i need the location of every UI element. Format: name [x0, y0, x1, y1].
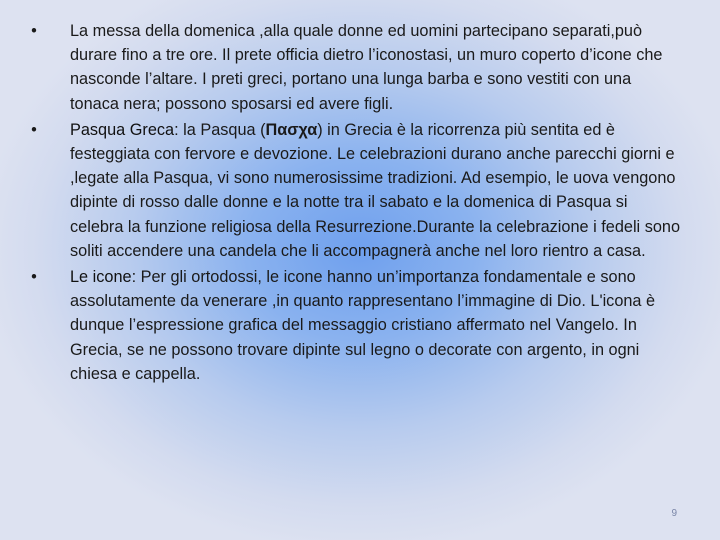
- bullet-marker: •: [31, 268, 37, 287]
- bullet-marker: •: [31, 120, 37, 139]
- bullet-term: Pasqua Greca: [70, 120, 175, 139]
- bullet-text-before: : la Pasqua (: [174, 120, 266, 139]
- bullet-marker: •: [31, 22, 37, 40]
- bullet-item-messa: [0, 19, 720, 116]
- bullet-term: Le icone: [70, 268, 132, 287]
- bullet-text: : Per gli ortodossi, le icone hanno un’importanza fondamentale e sono assolutamente da venerare ,in quanto rappresentano l’immagine di Dio. L'icona è dunque l’espressione grafica del messaggio cristiano affermato nel Vangelo. In Grecia, se ne possono trovare dipinte sul legno o decorate con argento, in ogni chiesa e cappella.: [70, 268, 656, 383]
- bullet-item-icone: [0, 265, 720, 386]
- bullet-item-pasqua-greca: [0, 118, 720, 263]
- page-number: 9: [671, 508, 677, 519]
- bullet-text-after: ) in Grecia è la ricorrenza più sentita ed è festeggiata con fervore e devozione. Le celebrazioni durano anche parecchi giorni e ,legate alla Pasqua, vi sono numerosissime tradizioni. Ad esempio, le uova vengono dipinte di rosso dalle donne e la notte tra il sabato e la domenica di Pasqua si celebra la funzione religiosa della Resurrezione.Durante la celebrazione i fedeli sono soliti accendere una candela che li accompagnerà anche nel loro rientro a casa.: [70, 120, 681, 260]
- bullet-text: La messa della domenica ,alla quale donne ed uomini partecipano separati,può durare fino a tre ore. Il prete officia dietro l’iconostasi, un muro coperto d’icone che nasconde l’altare. I preti greci, portano una lunga barba e sono vestiti con una tonaca nera; possono sposarsi ed avere figli.: [70, 22, 663, 113]
- greek-word: Πασχα: [265, 120, 318, 139]
- bullet-list: [0, 19, 720, 388]
